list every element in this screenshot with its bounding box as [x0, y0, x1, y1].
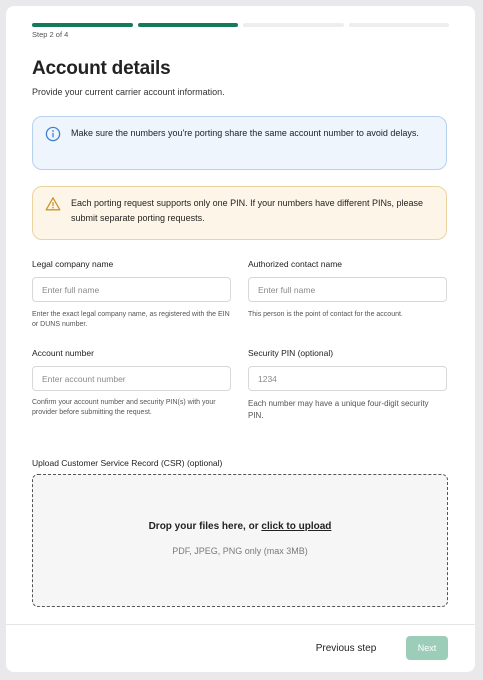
legal-company-input[interactable] [32, 277, 231, 302]
authorized-contact-label: Authorized contact name [248, 259, 343, 269]
previous-step-button[interactable]: Previous step [306, 636, 386, 660]
dropzone-instructions [33, 521, 447, 532]
security-pin-input[interactable] [248, 366, 447, 391]
dropzone-text: Drop your files here, or [148, 521, 262, 532]
next-button[interactable]: Next [406, 636, 448, 660]
footer-divider [6, 624, 475, 625]
progress-bar [32, 23, 449, 27]
warning-alert [32, 186, 447, 240]
upload-label: Upload Customer Service Record (CSR) (optional) [32, 458, 223, 468]
warning-triangle-icon [45, 196, 61, 212]
info-alert [32, 116, 447, 170]
authorized-contact-input[interactable] [248, 277, 447, 302]
file-dropzone[interactable] [32, 474, 448, 607]
info-circle-icon [45, 126, 61, 142]
progress-segment-3 [243, 23, 344, 27]
account-details-card [6, 6, 475, 672]
security-pin-help: Each number may have a unique four-digit security PIN. [248, 399, 429, 420]
page-subtitle: Provide your current carrier account information. [32, 87, 225, 97]
progress-segment-1 [32, 23, 133, 27]
authorized-contact-help: This person is the point of contact for the account. [248, 311, 403, 318]
step-indicator: Step 2 of 4 [32, 30, 69, 39]
dropzone-formats: PDF, JPEG, PNG only (max 3MB) [172, 546, 308, 556]
legal-company-label: Legal company name [32, 259, 114, 269]
warning-alert-text: Each porting request supports only one PIN. If your numbers have different PINs, please submit separate porting requests. [71, 198, 424, 223]
account-number-help: Confirm your account number and security PIN(s) with your provider before submitting the request. [32, 399, 216, 416]
progress-segment-2 [138, 23, 239, 27]
legal-company-help: Enter the exact legal company name, as registered with the EIN or DUNS number. [32, 311, 230, 328]
progress-segment-4 [349, 23, 450, 27]
account-number-input[interactable] [32, 366, 231, 391]
click-to-upload-link[interactable]: click to upload [261, 521, 332, 532]
page-title: Account details [32, 58, 171, 79]
security-pin-label: Security PIN (optional) [248, 348, 334, 358]
account-number-label: Account number [32, 348, 94, 358]
info-alert-text: Make sure the numbers you're porting share the same account number to avoid delays. [71, 128, 419, 138]
